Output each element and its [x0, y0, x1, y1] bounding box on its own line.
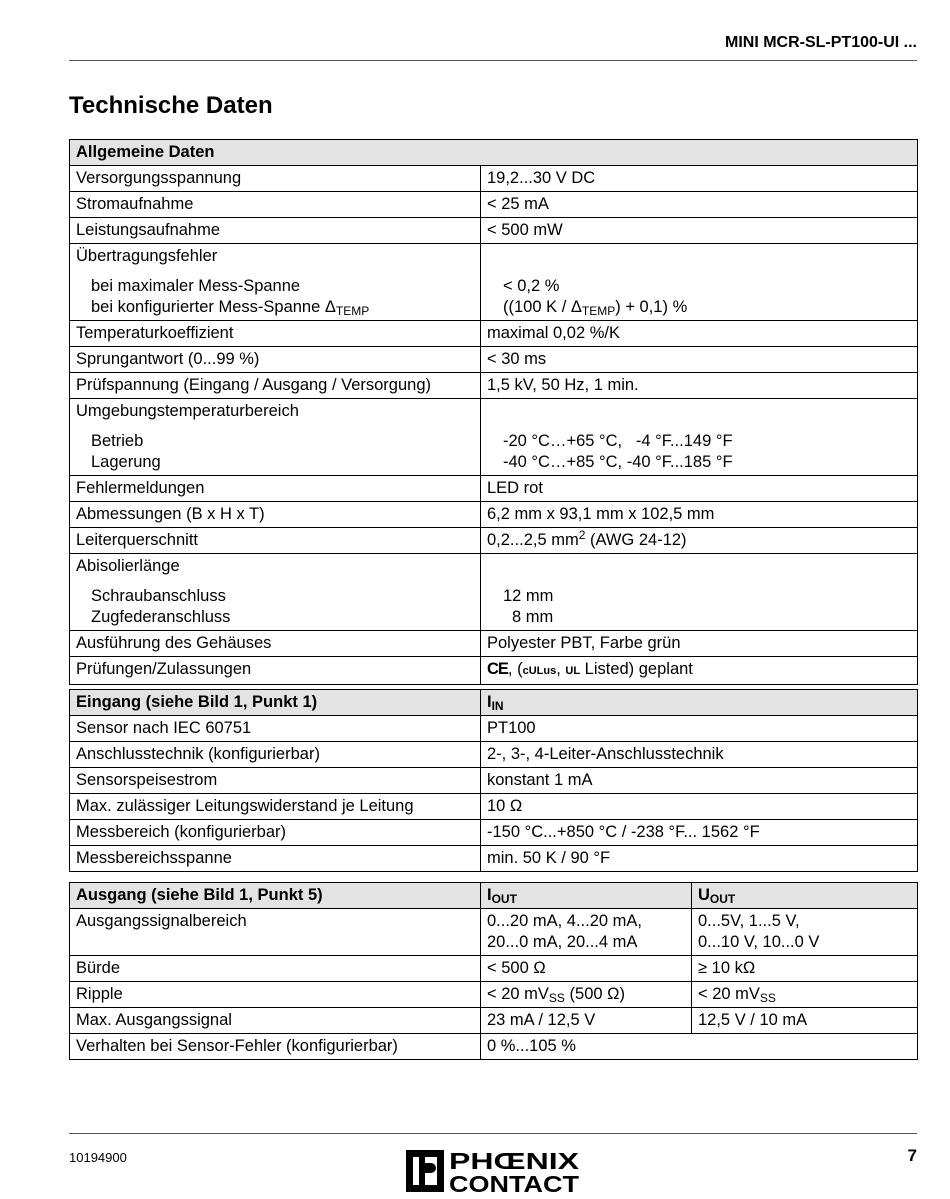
table-row [70, 192, 918, 218]
row-value: CE, (cULus, UL Listed) geplant [481, 657, 918, 685]
row-label: Messbereichsspanne [70, 846, 481, 872]
row-value: 10 Ω [481, 794, 918, 820]
row-value: 0...20 mA, 4...20 mA, 20...0 mA, 20...4 mA [481, 909, 692, 956]
row-value: 6,2 mm x 93,1 mm x 102,5 mm [481, 502, 918, 528]
row-label: Abmessungen (B x H x T) [70, 502, 481, 528]
row-value: 1,5 kV, 50 Hz, 1 min. [481, 373, 918, 399]
table-row [70, 321, 918, 347]
row-value: 2-, 3-, 4-Leiter-Anschlusstechnik [481, 742, 918, 768]
row-label: Stromaufnahme [70, 192, 481, 218]
row-label: Temperaturkoeffizient [70, 321, 481, 347]
row-label: Max. zulässiger Leitungswiderstand je Leitung [70, 794, 481, 820]
sub-value: 8 mm [512, 608, 554, 626]
row-value: -150 °C...+850 °C / -238 °F... 1562 °F [481, 820, 918, 846]
table-row [70, 218, 918, 244]
row-label: Leiterquerschnitt [70, 528, 481, 554]
stripping-label: Abisolierlänge [76, 557, 180, 575]
row-label: Max. Ausgangssignal [70, 1008, 481, 1034]
row-label: Prüfspannung (Eingang / Ausgang / Versorgung) [70, 373, 481, 399]
row-value: 0...5V, 1...5 V, 0...10 V, 10...0 V [692, 909, 918, 956]
phoenix-contact-logo [405, 1148, 581, 1199]
table-row [70, 794, 918, 820]
sub-value: < 0,2 % [503, 277, 560, 295]
row-label: Bürde [70, 956, 481, 982]
page-number: 7 [907, 1146, 917, 1165]
table-row [70, 1034, 918, 1060]
table-row [70, 956, 918, 982]
table-row [70, 399, 918, 476]
row-label: Sensorspeisestrom [70, 768, 481, 794]
cul-us-mark-icon: cULus [522, 665, 557, 677]
sub-value: ((100 $K / \Delta_{TEMP}) + 0,1$) % [503, 298, 688, 318]
general-data-table [69, 139, 918, 685]
table-row [70, 846, 918, 872]
ambient-temp-label: Umgebungstemperaturbereich [76, 402, 299, 420]
sub-label: bei konfigurierter Mess-Spanne $\Delta_{TEMP}$ [91, 298, 370, 318]
table-row [70, 768, 918, 794]
table-row [70, 347, 918, 373]
header-title: MINI MCR-SL-PT100-UI ... [724, 34, 917, 51]
row-value: ≥ 10 kΩ [692, 956, 918, 982]
row-value: < 500 Ω [481, 956, 692, 982]
sub-value: 12 mm [503, 587, 554, 605]
sub-value: -20 °C…+65 °C, -4 °F...149 °F [503, 432, 733, 450]
transfer-error-label: Übertragungsfehler [76, 247, 218, 265]
general-data-heading: Allgemeine Daten [70, 140, 918, 166]
row-value: min. 50 K / 90 °F [481, 846, 918, 872]
row-value: maximal 0,02 %/K [481, 321, 918, 347]
sub-label: Zugfederanschluss [91, 608, 231, 626]
footer-divider [69, 1133, 917, 1134]
sub-label: bei maximaler Mess-Spanne [91, 277, 301, 295]
input-data-table [69, 689, 918, 872]
header-divider [69, 60, 917, 61]
row-label: Sprungantwort (0...99 %) [70, 347, 481, 373]
output-voltage-symbol: $U_{OUT}$ [692, 883, 918, 909]
table-row [70, 657, 918, 685]
sub-label: Schraubanschluss [91, 587, 226, 605]
table-row [70, 554, 918, 631]
row-value [481, 554, 918, 631]
row-label: Anschlusstechnik (konfigurierbar) [70, 742, 481, 768]
row-value: 19,2...30 V DC [481, 166, 918, 192]
table-row [70, 716, 918, 742]
row-value: < 30 ms [481, 347, 918, 373]
row-value: LED rot [481, 476, 918, 502]
row-label: Ausgangssignalbereich [70, 909, 481, 956]
sub-value: -40 °C…+85 °C, -40 °F...185 °F [503, 453, 733, 471]
table-row [70, 909, 918, 956]
row-label: Messbereich (konfigurierbar) [70, 820, 481, 846]
row-value [481, 244, 918, 321]
row-value: konstant 1 mA [481, 768, 918, 794]
row-value: < 20 $mV_{SS}$ [692, 982, 918, 1008]
table-row [70, 631, 918, 657]
row-value: 23 mA / 12,5 V [481, 1008, 692, 1034]
row-label [70, 554, 481, 631]
document-number: 10194900 [69, 1150, 127, 1165]
row-label: Leistungsaufnahme [70, 218, 481, 244]
table-row [70, 476, 918, 502]
svg-text:PHŒNIX: PHŒNIX [449, 1148, 580, 1174]
row-label: Prüfungen/Zulassungen [70, 657, 481, 685]
row-label: Fehlermeldungen [70, 476, 481, 502]
row-value: 12,5 V / 10 mA [692, 1008, 918, 1034]
ce-mark-icon: CE [487, 660, 508, 678]
row-value: 0,2...2,5 $mm^2$ (AWG 24-12) [481, 528, 918, 554]
table-row [70, 373, 918, 399]
page-title: Technische Daten [69, 92, 273, 119]
row-label: Versorgungsspannung [70, 166, 481, 192]
sub-label: Lagerung [91, 453, 161, 471]
svg-text:CONTACT: CONTACT [449, 1171, 579, 1194]
row-value: < 500 mW [481, 218, 918, 244]
table-row [70, 528, 918, 554]
row-label: Ripple [70, 982, 481, 1008]
input-symbol: $I_{IN}$ [481, 690, 918, 716]
row-value: 0 %...105 % [481, 1034, 918, 1060]
row-value: Polyester PBT, Farbe grün [481, 631, 918, 657]
row-label [70, 244, 481, 321]
table-row [70, 742, 918, 768]
table-row [70, 982, 918, 1008]
table-row [70, 244, 918, 321]
table-row [70, 502, 918, 528]
table-row [70, 820, 918, 846]
row-value [481, 399, 918, 476]
input-heading: Eingang (siehe Bild 1, Punkt 1) [70, 690, 481, 716]
output-heading: Ausgang (siehe Bild 1, Punkt 5) [70, 883, 481, 909]
output-data-table [69, 882, 918, 1060]
row-value: < 20 $mV_{SS}$ (500 Ω) [481, 982, 692, 1008]
sub-label: Betrieb [91, 432, 144, 450]
output-current-symbol: $I_{OUT}$ [481, 883, 692, 909]
row-value: PT100 [481, 716, 918, 742]
row-label: Ausführung des Gehäuses [70, 631, 481, 657]
ul-recognized-mark-icon: UL [565, 665, 581, 677]
row-label [70, 399, 481, 476]
table-row [70, 1008, 918, 1034]
row-value: < 25 mA [481, 192, 918, 218]
row-label: Verhalten bei Sensor-Fehler (konfigurierbar) [70, 1034, 481, 1060]
table-row [70, 166, 918, 192]
row-label: Sensor nach IEC 60751 [70, 716, 481, 742]
